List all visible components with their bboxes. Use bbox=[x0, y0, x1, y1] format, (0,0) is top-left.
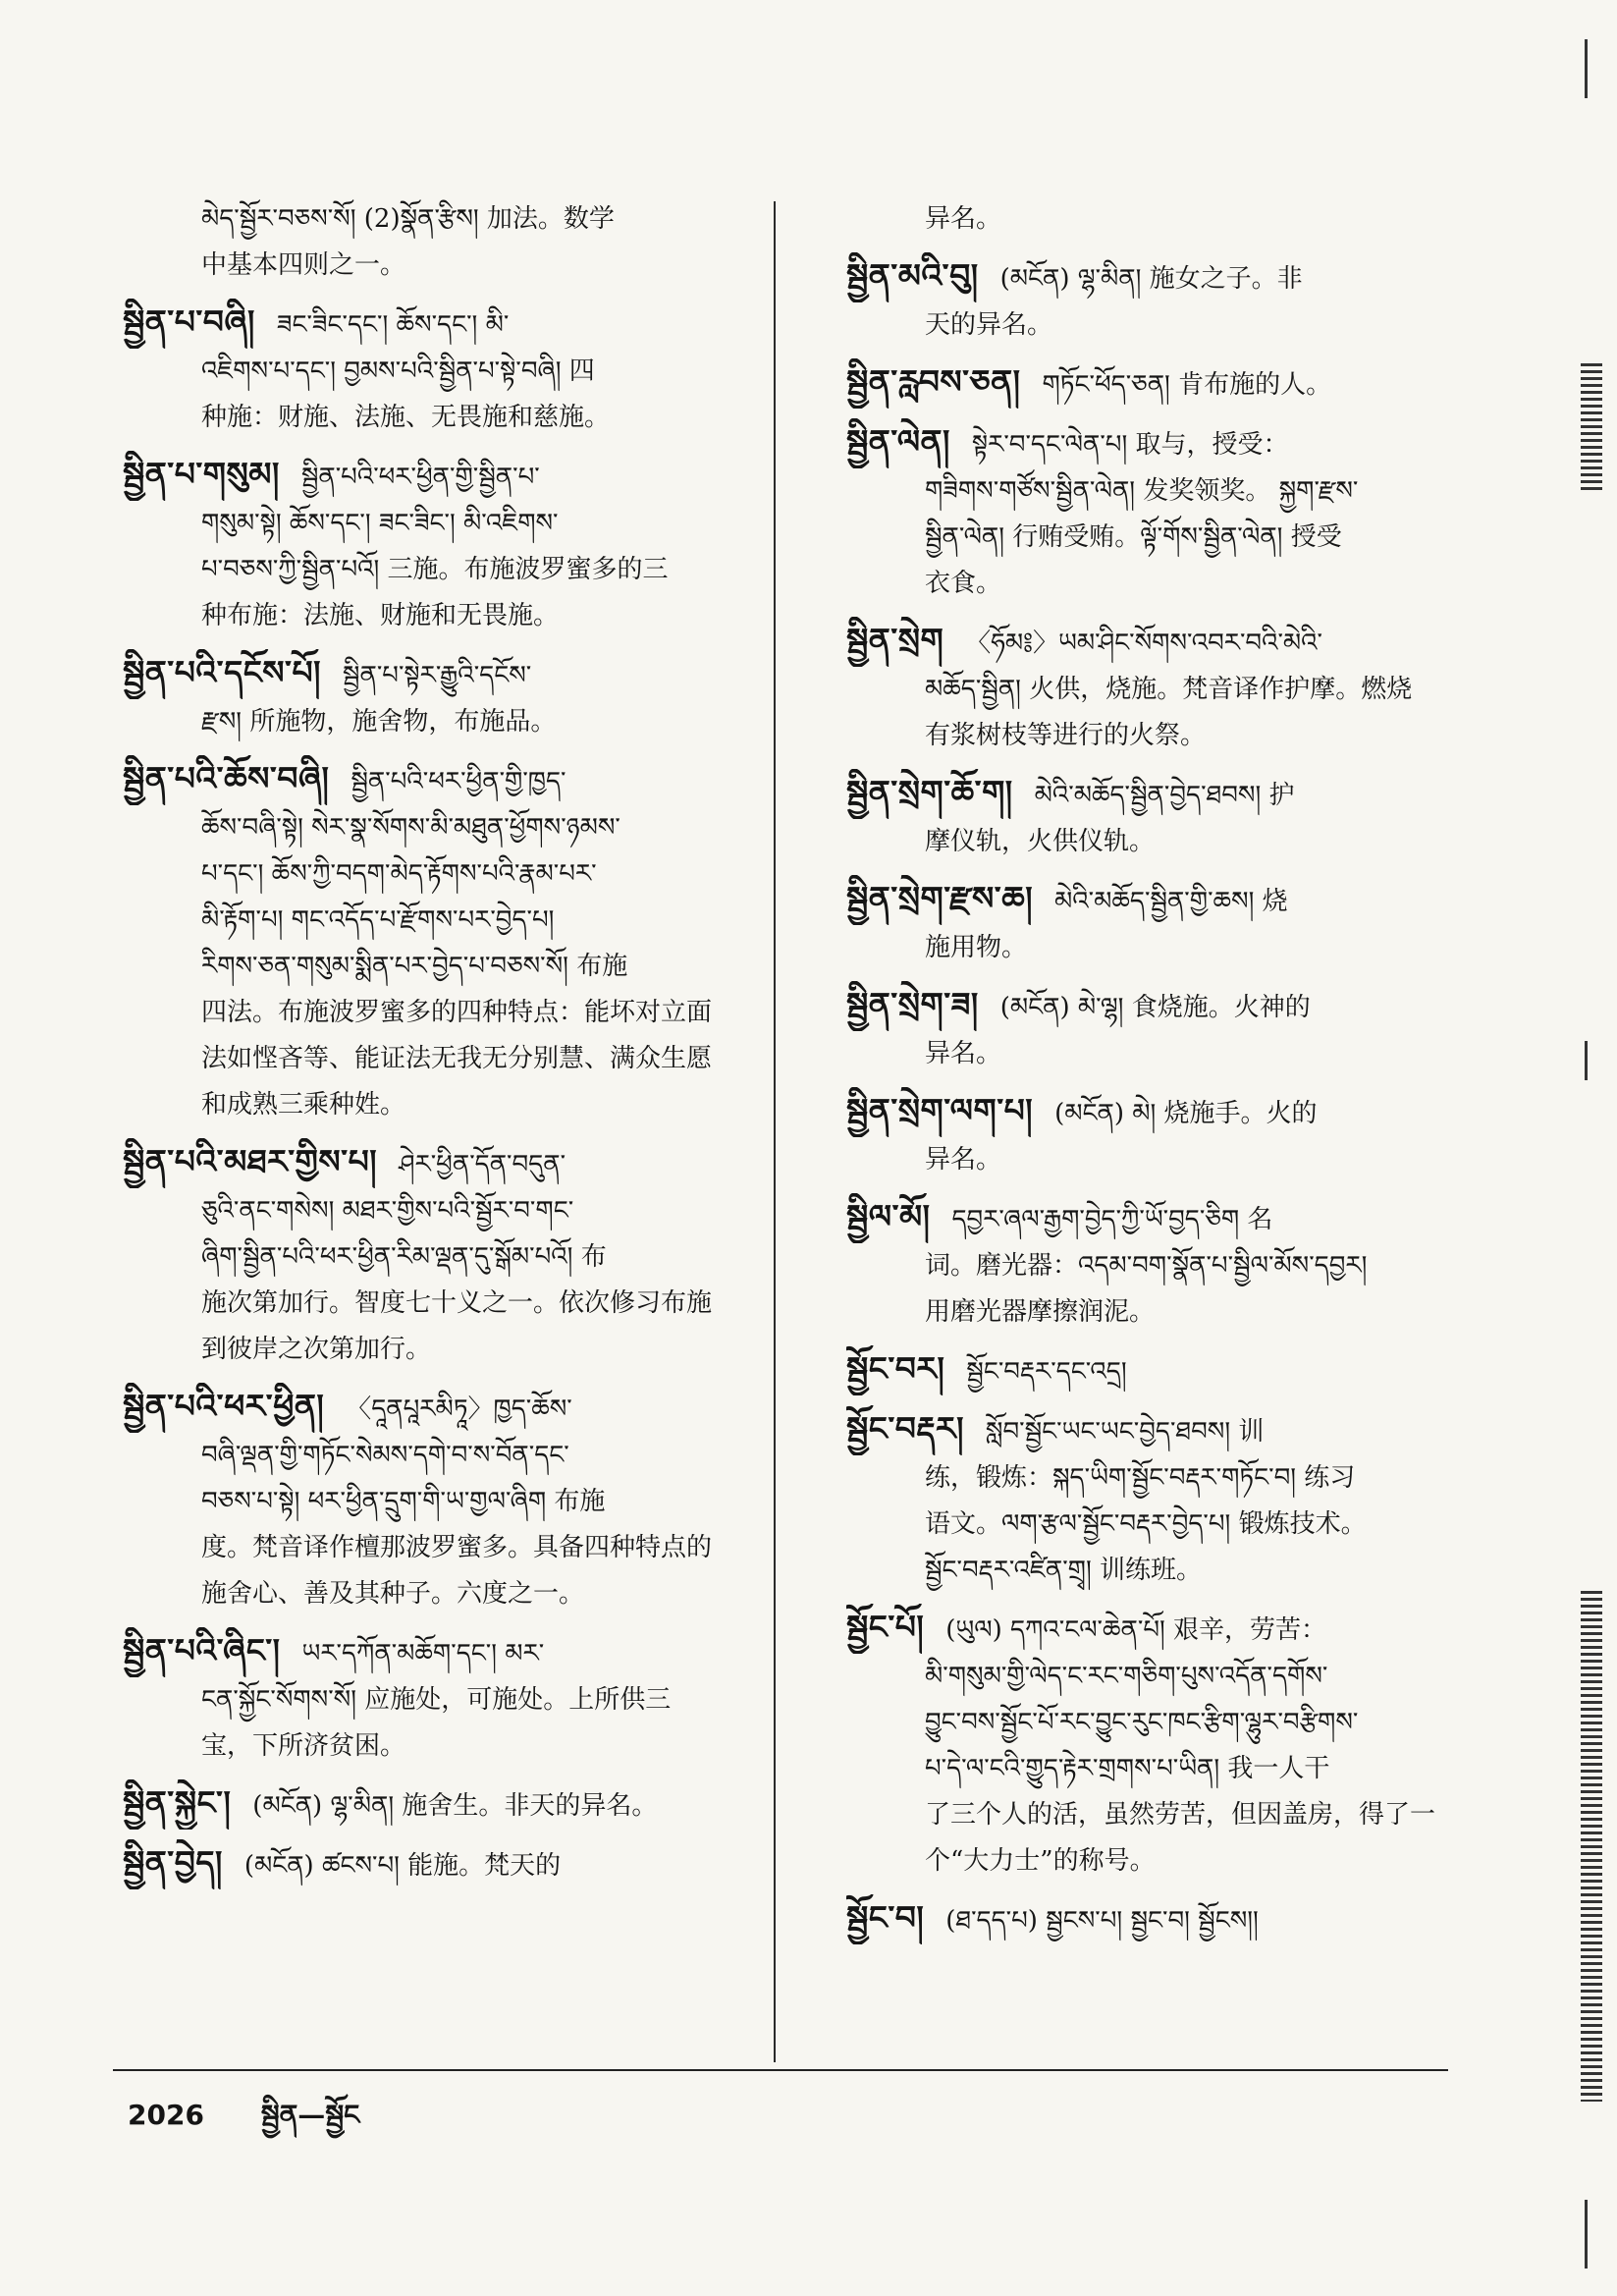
entry-line bbox=[123, 243, 776, 289]
headword: སྦྱིན་སྲེག bbox=[846, 621, 944, 659]
definition-text: 四法。布施波罗蜜多的四种特点：能坏对立面 bbox=[201, 998, 713, 1027]
column-divider bbox=[774, 201, 776, 2062]
entry-line bbox=[123, 1383, 776, 1433]
entry-line bbox=[846, 667, 1484, 713]
entry-line bbox=[846, 196, 1484, 243]
entry-line bbox=[123, 395, 776, 441]
headword: སྦྱོང་བར། bbox=[846, 1349, 945, 1388]
definition-text: 有浆树枝等进行的火祭。 bbox=[925, 721, 1207, 750]
entry-line bbox=[846, 1654, 1484, 1700]
definition-text: གསུམ་སྟེ། ཆོས་དང་། ཟང་ཟིང་། མི་འཇིགས་ bbox=[201, 509, 559, 538]
dictionary-entry bbox=[846, 769, 1484, 865]
definition-text: 词。磨光器：འདམ་བག་སྣོན་པ་སྦྱིལ་མོས་དབྱར། bbox=[925, 1251, 1368, 1281]
definition-text: སྦྱིན་ལེན། 行贿受贿。ལྟོ་གོས་སྦྱིན་ལེན། 授受 bbox=[925, 522, 1342, 552]
definition-text: ཆོས་བཞི་སྟེ། སེར་སྣ་སོགས་མི་མཐུན་ཕྱོགས་ཉམས་ bbox=[201, 813, 620, 843]
entry-line bbox=[846, 617, 1484, 667]
definition-text: 施用物。 bbox=[925, 933, 1028, 962]
entry-line bbox=[123, 593, 776, 639]
definition-text: 用磨光器摩擦润泥。 bbox=[925, 1297, 1156, 1327]
entry-line bbox=[846, 819, 1484, 865]
definition-text: (མངོན) ལྷ་མིན། 施舍生。非天的异名。 bbox=[252, 1791, 658, 1821]
dictionary-entry bbox=[846, 1345, 1484, 1395]
entry-line bbox=[846, 418, 1484, 468]
dictionary-entry bbox=[123, 299, 776, 441]
definition-text: ཞིག་སྦྱིན་པའི་ཕར་ཕྱིན་རིམ་ལྡན་དུ་སྒོམ་པའོ། 布 bbox=[201, 1242, 607, 1272]
headword: སྦྱིན་པའི་མཐར་གྱིས་པ། bbox=[123, 1142, 378, 1180]
definition-text: སྦྱོང་བརྡར་དང་འདྲ། bbox=[966, 1357, 1127, 1387]
definition-text: བཅས་པ་སྟེ། ཕར་ཕྱིན་དྲུག་གི་ཡ་གྱལ་ཞིག 布施 bbox=[201, 1487, 606, 1516]
headword: སྦྱིན་སྲེག་ཟ། bbox=[846, 985, 979, 1023]
entry-line bbox=[123, 1627, 776, 1677]
entry-line bbox=[123, 1138, 776, 1188]
definition-text: 〈དཱནཔཱརམིཏཱ〉ཁྱད་ཆོས་ bbox=[346, 1394, 572, 1424]
entry-line bbox=[846, 1243, 1484, 1289]
definition-text: 到彼岸之次第加行。 bbox=[201, 1335, 432, 1364]
entry-line bbox=[846, 981, 1484, 1031]
entry-line bbox=[846, 1031, 1484, 1077]
right-column bbox=[846, 196, 1484, 1954]
definition-text: མི་གསུམ་གྱི་ལེད་ང་རང་གཅིག་པུས་འདོན་དགོས་ bbox=[925, 1662, 1328, 1691]
entry-line bbox=[846, 875, 1484, 925]
entry-line bbox=[846, 1137, 1484, 1183]
dictionary-entry bbox=[846, 1894, 1484, 1944]
page-headword-range: སྦྱིན—སྦྱོང bbox=[260, 2099, 360, 2131]
dictionary-entry bbox=[846, 875, 1484, 971]
entry-line bbox=[123, 547, 776, 593]
entry-line bbox=[123, 501, 776, 547]
definition-text: གཟིགས་གཙོས་སྦྱིན་ལེན། 发奖领奖。 སྐྱག་རྫས་ bbox=[925, 476, 1359, 506]
definition-text: མེའི་མཆོད་སྦྱིན་བྱེད་ཐབས། 护 bbox=[1034, 781, 1295, 810]
definition-text: ཟང་ཟིང་དང་། ཆོས་དང་། མི་ bbox=[276, 310, 510, 340]
entry-line bbox=[123, 1433, 776, 1479]
definition-text: (མངོན) མེ། 烧施手。火的 bbox=[1054, 1099, 1318, 1128]
dictionary-entry bbox=[846, 1193, 1484, 1336]
entry-line bbox=[123, 649, 776, 699]
entry-line bbox=[846, 252, 1484, 302]
entry-line bbox=[846, 1455, 1484, 1502]
entry-line bbox=[846, 561, 1484, 607]
entry-line bbox=[846, 1087, 1484, 1137]
entry-line bbox=[846, 1502, 1484, 1548]
entry-line bbox=[123, 1281, 776, 1327]
entry-line bbox=[846, 1345, 1484, 1395]
dictionary-entry bbox=[123, 196, 776, 289]
definition-text: པ་དང་། ཆོས་ཀྱི་བདག་མེད་རྟོགས་པའི་རྣམ་པར་ bbox=[201, 859, 597, 889]
definition-text: 〈ཧོམ༔〉ཡམ་ཤིང་སོགས་འབར་བའི་མེའི་ bbox=[965, 629, 1323, 658]
headword: སྦྱིན་པའི་དངོས་པོ། bbox=[123, 653, 321, 691]
definition-text: མི་རྟོག་པ། གང་འདོད་པ་རྫོགས་པར་བྱེད་པ། bbox=[201, 905, 555, 935]
entry-line bbox=[846, 925, 1484, 971]
definition-text: པ་བཅས་ཀྱི་སྦྱིན་པའོ། 三施。布施波罗蜜多的三 bbox=[201, 555, 669, 584]
headword: སྦྱིན་པའི་ཕར་ཕྱིན། bbox=[123, 1387, 325, 1425]
entry-line bbox=[846, 1894, 1484, 1944]
definition-text: 法如悭吝等、能证法无我无分别慧、满众生愿 bbox=[201, 1044, 713, 1073]
definition-text: དབྱར་ཞལ་རྒྱག་བྱེད་ཀྱི་ཡོ་བྱད་ཅིག 名 bbox=[951, 1205, 1273, 1234]
entry-line bbox=[123, 1327, 776, 1373]
entry-line bbox=[123, 699, 776, 745]
headword: སྦྱིན་བྱེད། bbox=[123, 1843, 223, 1882]
dictionary-entry bbox=[846, 1405, 1484, 1594]
entry-line bbox=[123, 1036, 776, 1082]
entry-line bbox=[846, 1405, 1484, 1455]
entry-line bbox=[846, 769, 1484, 819]
headword: སྦྱོང་བརྡར། bbox=[846, 1409, 964, 1448]
definition-text: 语文。ལག་རྩལ་སྦྱོང་བརྡར་བྱེད་པ། 锻炼技术。 bbox=[925, 1509, 1367, 1539]
entry-line bbox=[846, 1792, 1484, 1838]
entry-line bbox=[123, 1082, 776, 1128]
definition-text: རྫས། 所施物，施舍物，布施品。 bbox=[201, 707, 557, 737]
definition-text: ཡར་དཀོན་མཆོག་དང་། མར་ bbox=[301, 1639, 545, 1668]
definition-text: ངན་སྐྱོང་སོགས་སོ། 应施处，可施处。上所供三 bbox=[201, 1685, 672, 1715]
headword: སྦྱིན་མའི་བུ། bbox=[846, 256, 979, 295]
entry-line bbox=[846, 1746, 1484, 1792]
definition-text: 了三个人的活，虽然劳苦，但因盖房，得了一 bbox=[925, 1800, 1436, 1830]
definition-text: 施舍心、善及其种子。六度之一。 bbox=[201, 1579, 585, 1609]
headword: སྦྱིན་སྲེག་རྫས་ཆ། bbox=[846, 879, 1034, 917]
entry-line bbox=[123, 944, 776, 990]
definition-text: (མངོན) ལྷ་མིན། 施女之子。非 bbox=[999, 264, 1303, 294]
definition-text: 摩仪轨，火供仪轨。 bbox=[925, 827, 1156, 856]
entry-line bbox=[123, 898, 776, 944]
definition-text: པ་དེ་ལ་ངའི་གྱུད་རྟེར་གྲགས་པ་ཡིན། 我一人干 bbox=[925, 1754, 1330, 1783]
definition-text: 中基本四则之一。 bbox=[201, 250, 406, 280]
definition-text: སློབ་སྦྱོང་ཡང་ཡང་བྱེད་ཐབས། 训 bbox=[985, 1417, 1265, 1447]
entry-line bbox=[123, 1677, 776, 1723]
definition-text: མེའི་མཆོད་སྦྱིན་གྱི་ཆས། 烧 bbox=[1054, 887, 1288, 916]
definition-text: (ཡུལ) དཀའ་ངལ་ཆེན་པོ། 艰辛，劳苦： bbox=[945, 1615, 1327, 1645]
dictionary-entry bbox=[846, 418, 1484, 607]
definition-text: 施次第加行。智度七十义之一。依次修习布施 bbox=[201, 1288, 713, 1318]
definition-text: 个“大力士”的称号。 bbox=[925, 1846, 1156, 1876]
definition-text: (མངོན) མེ་ལྷ། 食烧施。火神的 bbox=[999, 993, 1311, 1022]
entry-line bbox=[846, 1700, 1484, 1746]
dictionary-entry bbox=[123, 451, 776, 639]
headword: སྦྱིན་པའི་ཆོས་བཞི། bbox=[123, 759, 330, 797]
definition-text: སྦྱིན་པ་སྟེར་རྒྱུའི་དངོས་ bbox=[342, 661, 532, 690]
headword: སྦྱིན་པའི་ཞིང་། bbox=[123, 1631, 281, 1669]
headword: སྦྱིན་པ་བཞི། bbox=[123, 302, 255, 341]
definition-text: 和成熟三乘种姓。 bbox=[201, 1090, 406, 1120]
dictionary-entry bbox=[846, 252, 1484, 349]
dictionary-entry bbox=[123, 1383, 776, 1617]
definition-text: སྦྱིན་པའི་ཕར་ཕྱིན་གྱི་ཁྱད་ bbox=[350, 767, 566, 796]
entry-line bbox=[123, 451, 776, 501]
headword: སྦྱོང་བ། bbox=[846, 1898, 925, 1937]
headword: སྦྱོང་པོ། bbox=[846, 1608, 925, 1646]
entry-line bbox=[846, 1193, 1484, 1243]
dictionary-entry bbox=[846, 617, 1484, 759]
entry-line bbox=[123, 1479, 776, 1525]
entry-line bbox=[846, 713, 1484, 759]
definition-text: མཆོད་སྦྱིན། 火供，烧施。梵音译作护摩。燃烧 bbox=[925, 675, 1413, 704]
dictionary-entry bbox=[123, 755, 776, 1128]
entry-line bbox=[123, 755, 776, 805]
page-number: 2026 bbox=[128, 2099, 204, 2131]
definition-text: 异名。 bbox=[925, 204, 1002, 234]
entry-line bbox=[123, 805, 776, 851]
headword: སྦྱིན་རླབས་ཅན། bbox=[846, 362, 1021, 401]
definition-text: 宝，下所济贫困。 bbox=[201, 1731, 406, 1761]
headword: སྦྱིལ་མོ། bbox=[846, 1197, 931, 1235]
definition-text: (མངོན) ཚངས་པ། 能施。梵天的 bbox=[243, 1851, 562, 1881]
entry-line bbox=[846, 1548, 1484, 1594]
entry-line bbox=[123, 990, 776, 1036]
definition-text: བྱུང་བས་སྦྱོང་པོ་རང་བྱུང་རུང་ཁང་རྩིག་ལྷུར་བརྩིགས་ bbox=[925, 1708, 1359, 1737]
definition-text: སྦྱིན་པའི་ཕར་ཕྱིན་གྱི་སྦྱིན་པ་ bbox=[300, 463, 540, 492]
entry-line bbox=[123, 1839, 776, 1889]
footer-rule bbox=[113, 2069, 1448, 2071]
entry-line bbox=[846, 515, 1484, 561]
entry-line bbox=[123, 1571, 776, 1617]
entry-line bbox=[846, 358, 1484, 409]
entry-line bbox=[123, 349, 776, 395]
entry-line bbox=[123, 1234, 776, 1281]
dictionary-entry bbox=[846, 1604, 1484, 1885]
definition-text: 异名。 bbox=[925, 1145, 1002, 1175]
dictionary-entry bbox=[123, 1627, 776, 1770]
dictionary-entry bbox=[846, 1087, 1484, 1183]
dictionary-entry bbox=[846, 358, 1484, 409]
definition-text: རིགས་ཅན་གསུམ་སྨིན་པར་བྱེད་པ་བཅས་སོ། 布施 bbox=[201, 952, 628, 981]
entry-line bbox=[846, 1838, 1484, 1885]
entry-line bbox=[846, 1289, 1484, 1336]
headword: སྦྱིན་སྲེག་ཆོ་ག། bbox=[846, 773, 1013, 811]
entry-line bbox=[846, 1604, 1484, 1654]
headword: སྦྱིན་ལེན། bbox=[846, 422, 950, 461]
entry-line bbox=[123, 1779, 776, 1830]
definition-text: 种布施：法施、财施和无畏施。 bbox=[201, 601, 560, 630]
entry-line bbox=[846, 468, 1484, 515]
definition-text: མེད་སྦྱོར་བཅས་སོ། (2)སྣོན་རྩིས། 加法。数学 bbox=[201, 204, 615, 234]
definition-text: སྟེར་བ་དང་ལེན་པ། 取与，授受： bbox=[971, 430, 1289, 460]
definition-text: གཏོང་ཕོད་ཅན། 肯布施的人。 bbox=[1042, 370, 1332, 400]
definition-text: 种施：财施、法施、无畏施和慈施。 bbox=[201, 403, 611, 432]
headword: སྦྱིན་སྲེག་ལག་པ། bbox=[846, 1091, 1034, 1129]
definition-text: ཅུའི་ནང་གསེས། མཐར་གྱིས་པའི་སྦྱོར་བ་གང་ bbox=[201, 1196, 574, 1226]
page-footer bbox=[128, 2084, 359, 2161]
definition-text: 练，锻炼：སྐད་ཡིག་སྦྱོང་བརྡར་གཏོང་བ། 练习 bbox=[925, 1463, 1356, 1493]
dictionary-entry bbox=[123, 649, 776, 745]
dictionary-entry bbox=[123, 1779, 776, 1830]
left-column bbox=[123, 196, 776, 1899]
definition-text: (ཐ་དད་པ) སྦྱངས་པ། སྦྱང་བ། སྦྱོངས།། bbox=[945, 1906, 1259, 1936]
dictionary-entry bbox=[846, 196, 1484, 243]
definition-text: 异名。 bbox=[925, 1039, 1002, 1068]
entry-line bbox=[123, 196, 776, 243]
definition-text: 衣食。 bbox=[925, 569, 1002, 598]
definition-text: འཇིགས་པ་དང་། བྱམས་པའི་སྦྱིན་པ་སྟེ་བཞི། 四 bbox=[201, 356, 595, 386]
headword: སྦྱིན་པ་གསུམ། bbox=[123, 455, 280, 493]
dictionary-entry bbox=[123, 1138, 776, 1373]
definition-text: 度。梵音译作檀那波罗蜜多。具备四种特点的 bbox=[201, 1533, 713, 1562]
entry-line bbox=[123, 1188, 776, 1234]
definition-text: བཞི་ལྡན་གྱི་གཏོང་སེམས་དགེ་བ་ས་བོན་དང་ bbox=[201, 1441, 569, 1470]
entry-line bbox=[123, 851, 776, 898]
headword: སྦྱིན་སྐྱེང་། bbox=[123, 1783, 232, 1822]
entry-line bbox=[123, 1723, 776, 1770]
entry-line bbox=[846, 302, 1484, 349]
definition-text: 天的异名。 bbox=[925, 310, 1053, 340]
entry-line bbox=[123, 1525, 776, 1571]
dictionary-entry bbox=[123, 1839, 776, 1889]
dictionary-entry bbox=[846, 981, 1484, 1077]
scan-edge-marks bbox=[1571, 0, 1617, 2296]
definition-text: སྦྱོང་བརྡར་འཛིན་གྲྭ། 训练班。 bbox=[925, 1556, 1202, 1585]
definition-text: ཤེར་ཕྱིན་དོན་བདུན་ bbox=[399, 1150, 566, 1179]
entry-line bbox=[123, 299, 776, 349]
